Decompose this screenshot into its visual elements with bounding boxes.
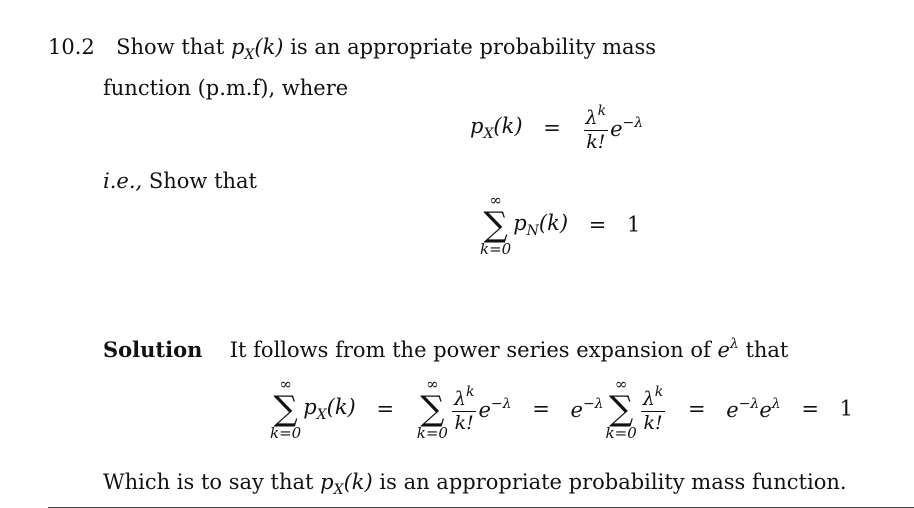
problem-line-1 xyxy=(48,37,656,62)
chain-equation xyxy=(268,377,853,441)
ie-label: i.e., xyxy=(103,169,143,193)
sum-equals: = xyxy=(588,212,607,237)
conclusion-text-b: is an appropriate probability mass function. xyxy=(379,470,847,494)
solution-text-a: It follows from the power series expansion of xyxy=(229,338,711,362)
solution-text-b: that xyxy=(745,338,789,362)
chain-fraction-1: $\frac{\lambda^k}{k!}$ xyxy=(453,384,475,434)
chain-exp-2: $e^{-\lambda}$ xyxy=(570,396,604,422)
problem-text-c: function (p.m.f), where xyxy=(103,76,349,100)
problem-text-a: Show that xyxy=(116,35,225,59)
sigma-1: ∞ ∑ k=0 xyxy=(480,191,512,258)
sum-term: $p_N(k)$ xyxy=(513,210,569,239)
chain-equals-4: = xyxy=(801,396,819,421)
problem-text-b: is an appropriate probability mass xyxy=(290,35,657,59)
solution-heading: Solution xyxy=(103,337,203,362)
conclusion-text-a: Which is to say that xyxy=(103,470,314,494)
chain-fraction-2: $\frac{\lambda^k}{k!}$ xyxy=(642,384,664,434)
sum-equation xyxy=(478,193,640,257)
chain-equals-2: = xyxy=(532,396,550,421)
solution-line xyxy=(103,337,788,361)
problem-line-2 xyxy=(103,78,348,99)
problem-number: 10.2 xyxy=(48,35,95,59)
sum-one: 1 xyxy=(627,212,641,237)
chain-equals-3: = xyxy=(687,396,706,421)
ie-text: Show that xyxy=(148,169,257,193)
pmf-equation xyxy=(470,104,643,152)
sigma-2: ∞ ∑ k=0 xyxy=(270,375,302,442)
pmf-lhs: $p_X(k)$ xyxy=(470,113,523,142)
chain-term-1: $p_X(k)$ xyxy=(303,394,356,423)
sigma-4: ∞ ∑ k=0 xyxy=(605,375,637,442)
pmf-fraction: $\frac{\lambda^k}{k!}$ xyxy=(585,103,607,153)
pmf-equals: = xyxy=(543,115,561,140)
inline-exp: $e^\lambda$ xyxy=(717,336,739,362)
conclusion-line xyxy=(103,472,847,497)
ie-line xyxy=(103,171,257,192)
chain-equals-1: = xyxy=(376,396,395,421)
inline-px-2: $p_X(k)$ xyxy=(320,470,373,498)
chain-exp-3: $e^{-\lambda}e^\lambda$ xyxy=(726,396,781,422)
sigma-3: ∞ ∑ k=0 xyxy=(416,375,448,442)
chain-one: 1 xyxy=(839,396,853,421)
pmf-exponential: $e^{-\lambda}$ xyxy=(610,115,644,141)
chain-exp-1: $e^{-\lambda}$ xyxy=(478,396,512,422)
inline-px: $p_X(k)$ xyxy=(230,35,284,63)
